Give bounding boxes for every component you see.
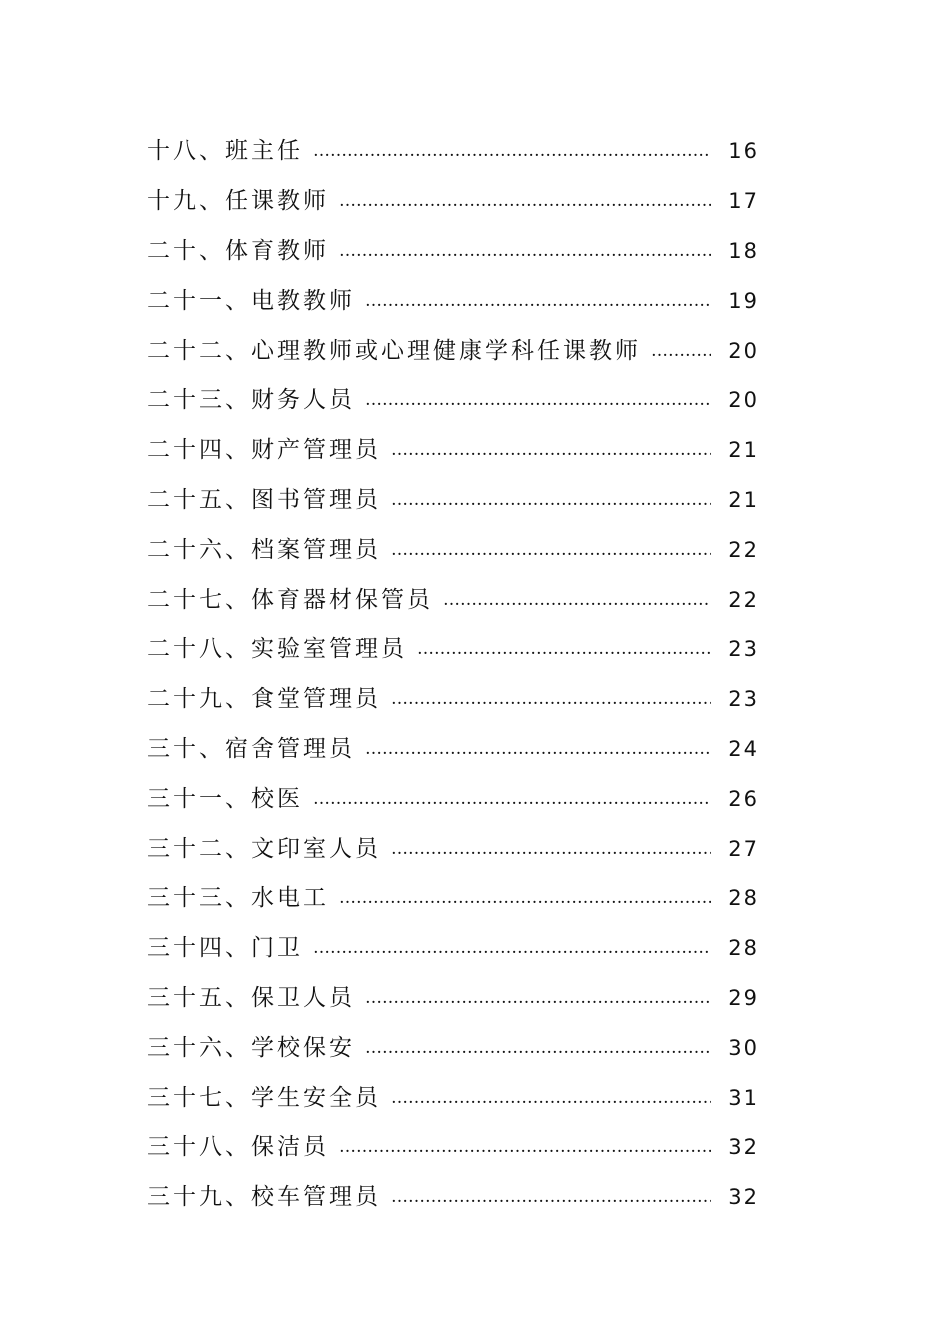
toc-entry[interactable]: [147, 874, 759, 924]
toc-entry-title: 二十七、体育器材保管员: [147, 586, 433, 613]
toc-entry-page: 30: [728, 1035, 759, 1060]
toc-entry-title: 二十、体育教师: [147, 237, 329, 264]
toc-dot-leader: [417, 641, 711, 658]
toc-dot-leader: [339, 890, 711, 907]
toc-dot-leader: [391, 492, 711, 509]
toc-dot-leader: [365, 741, 711, 758]
toc-entry[interactable]: [147, 1123, 759, 1173]
toc-entry-page: 31: [728, 1085, 759, 1110]
toc-entry-title: 三十五、保卫人员: [147, 984, 355, 1011]
toc-entry-page: 28: [728, 936, 759, 961]
toc-dot-leader: [339, 1139, 711, 1156]
toc-entry[interactable]: [147, 1023, 759, 1073]
toc-entry-title: 三十七、学生安全员: [147, 1084, 381, 1111]
toc-entry[interactable]: [147, 227, 759, 277]
toc-dot-leader: [391, 691, 711, 708]
toc-entry-title: 二十六、档案管理员: [147, 536, 381, 563]
toc-entry-title: 十九、任课教师: [147, 188, 329, 215]
toc-entry[interactable]: [147, 824, 759, 874]
toc-entry-page: 22: [728, 587, 759, 612]
toc-entry-title: 二十二、心理教师或心理健康学科任课教师: [147, 337, 641, 364]
toc-dot-leader: [365, 990, 711, 1007]
toc-entry-page: 28: [728, 886, 759, 911]
toc-dot-leader: [391, 542, 711, 559]
toc-entry-page: 29: [728, 985, 759, 1010]
toc-entry[interactable]: [147, 675, 759, 725]
toc-entry-page: 16: [728, 139, 759, 164]
toc-entry-title: 二十五、图书管理员: [147, 486, 381, 513]
toc-entry-page: 32: [728, 1185, 759, 1210]
toc-entry-title: 二十九、食堂管理员: [147, 686, 381, 713]
toc-entry-page: 21: [728, 487, 759, 512]
toc-dot-leader: [365, 392, 711, 409]
toc-entry-title: 三十一、校医: [147, 785, 303, 812]
toc-dot-leader: [313, 940, 711, 957]
toc-entry[interactable]: [147, 774, 759, 824]
toc-entry-page: 20: [728, 388, 759, 413]
toc-entry[interactable]: [147, 127, 759, 177]
toc-dot-leader: [313, 143, 711, 160]
toc-dot-leader: [339, 243, 711, 260]
toc-entry-page: 27: [728, 836, 759, 861]
toc-dot-leader: [365, 1040, 711, 1057]
toc-entry[interactable]: [147, 525, 759, 575]
toc-entry-title: 二十八、实验室管理员: [147, 636, 407, 663]
toc-entry[interactable]: [147, 575, 759, 625]
toc-dot-leader: [391, 841, 711, 858]
toc-entry[interactable]: [147, 1073, 759, 1123]
toc-entry-page: 18: [728, 238, 759, 263]
toc-entry[interactable]: [147, 376, 759, 426]
toc-entry[interactable]: [147, 725, 759, 775]
toc-dot-leader: [365, 293, 711, 310]
toc-entry-page: 19: [728, 288, 759, 313]
toc-entry[interactable]: [147, 177, 759, 227]
toc-entry-page: 20: [728, 338, 759, 363]
toc-entry[interactable]: [147, 1173, 759, 1223]
toc-entry[interactable]: [147, 625, 759, 675]
toc-entry[interactable]: [147, 476, 759, 526]
toc-entry-title: 三十、宿舍管理员: [147, 735, 355, 762]
toc-dot-leader: [443, 592, 711, 609]
toc-entry-page: 24: [728, 736, 759, 761]
toc-entry-title: 三十三、水电工: [147, 885, 329, 912]
table-of-contents: [147, 127, 759, 1223]
toc-entry-page: 17: [728, 189, 759, 214]
toc-entry[interactable]: [147, 276, 759, 326]
toc-entry-page: 23: [728, 687, 759, 712]
toc-dot-leader: [391, 1090, 711, 1107]
toc-entry-title: 十八、班主任: [147, 138, 303, 165]
toc-entry-page: 26: [728, 786, 759, 811]
toc-entry-page: 32: [728, 1135, 759, 1160]
toc-dot-leader: [313, 791, 711, 808]
toc-entry-title: 三十四、门卫: [147, 935, 303, 962]
toc-entry[interactable]: [147, 426, 759, 476]
toc-entry-title: 三十二、文印室人员: [147, 835, 381, 862]
toc-dot-leader: [391, 442, 711, 459]
toc-entry-title: 二十三、财务人员: [147, 387, 355, 414]
toc-entry-page: 21: [728, 438, 759, 463]
toc-entry-title: 三十八、保洁员: [147, 1134, 329, 1161]
toc-entry-title: 二十一、电教教师: [147, 287, 355, 314]
toc-entry-title: 三十九、校车管理员: [147, 1184, 381, 1211]
toc-entry[interactable]: [147, 974, 759, 1024]
toc-entry-page: 22: [728, 537, 759, 562]
toc-entry[interactable]: [147, 326, 759, 376]
toc-entry[interactable]: [147, 924, 759, 974]
toc-entry-page: 23: [728, 637, 759, 662]
toc-entry-title: 三十六、学校保安: [147, 1034, 355, 1061]
toc-entry-title: 二十四、财产管理员: [147, 437, 381, 464]
toc-dot-leader: [339, 193, 711, 210]
toc-dot-leader: [391, 1189, 711, 1206]
toc-dot-leader: [651, 343, 711, 360]
